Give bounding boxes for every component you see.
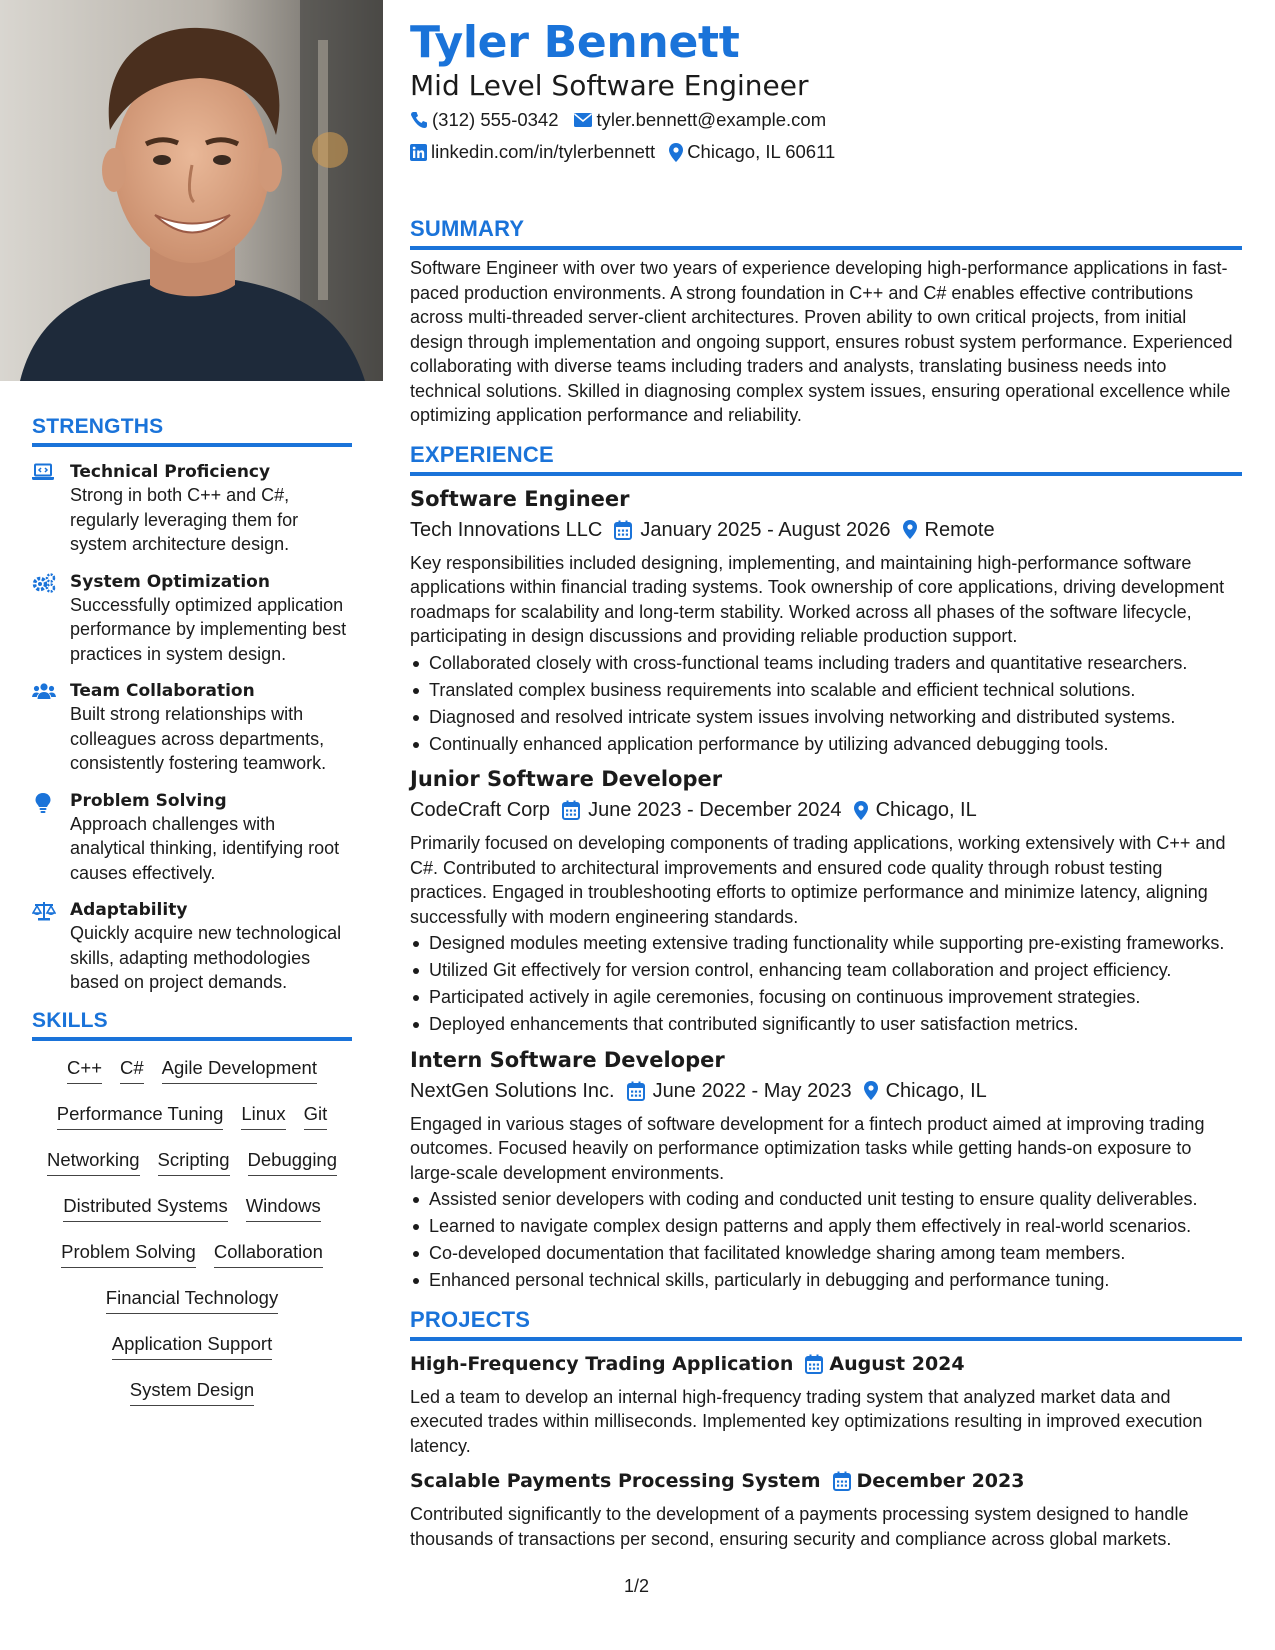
strength-item — [32, 461, 352, 557]
job-dates: January 2025 - August 2026 — [640, 518, 891, 541]
strength-title: Adaptability — [70, 900, 188, 920]
calendar-icon — [627, 1081, 645, 1101]
job-meta — [410, 1076, 1242, 1106]
contact-row-1 — [410, 104, 1242, 136]
linkedin-url: linkedin.com/in/tylerbennett — [431, 141, 656, 162]
strength-description: Successfully optimized application performance by implementing best practices in system design. — [70, 594, 347, 664]
laptop-code-icon — [32, 461, 70, 557]
company-name: NextGen Solutions Inc. — [410, 1079, 615, 1102]
project-entry — [410, 1466, 1242, 1551]
job-location: Chicago, IL — [875, 799, 977, 821]
job-entry — [410, 764, 1242, 1037]
skill-tag: C# — [120, 1055, 144, 1084]
contact-row-2 — [410, 136, 1242, 168]
map-marker-icon — [864, 1081, 878, 1100]
strength-title: System Optimization — [70, 571, 270, 592]
strength-title: Technical Proficiency — [70, 462, 271, 482]
skill-tag: Windows — [246, 1193, 321, 1222]
skill-tag: Performance Tuning — [57, 1101, 224, 1130]
left-column — [32, 415, 352, 1419]
skill-tag: Collaboration — [214, 1239, 323, 1268]
skill-tag: Application Support — [112, 1331, 272, 1360]
skill-tag: C++ — [67, 1055, 102, 1084]
bullet-item: Participated actively in agile ceremonies, focusing on continuous improvement strategies. — [410, 985, 1242, 1010]
job-meta — [410, 795, 1242, 825]
email-address: tyler.bennett@example.com — [596, 109, 827, 130]
phone-number: (312) 555-0342 — [432, 109, 559, 130]
strengths-list — [32, 461, 352, 995]
map-marker-icon — [903, 520, 917, 539]
strength-title: Problem Solving — [70, 790, 227, 811]
project-date: August 2024 — [829, 1352, 965, 1375]
job-description: Key responsibilities included designing, implementing, and maintaining high-performance software applications within financial trading systems. Took ownership of core applications, driving development roadmaps for scalability and long-term stability. Worked across all phases of the software lifecycle, participating in design discussions and providing reliable production support. — [410, 552, 1225, 646]
project-title: Scalable Payments Processing System — [410, 1470, 821, 1492]
candidate-name: Tyler Bennett — [410, 17, 740, 68]
strength-description: Strong in both C++ and C#, regularly leveraging them for system architecture design. — [70, 485, 299, 554]
map-marker-icon — [669, 143, 683, 162]
bullet-item: Assisted senior developers with coding and conducted unit testing to ensure quality deliverables. — [410, 1187, 1242, 1212]
job-description: Engaged in various stages of software development for a fintech product aimed at improving trading outcomes. Focused heavily on performance optimization tasks while getting hands-on exposure to large-scale development environments. — [410, 1113, 1205, 1183]
job-title: Software Engineer — [410, 486, 630, 511]
bullet-item: Continually enhanced application performance by utilizing advanced debugging tools. — [410, 732, 1242, 757]
calendar-icon — [562, 800, 580, 820]
lightbulb-icon — [32, 790, 70, 886]
project-header — [410, 1466, 1242, 1496]
summary-heading: SUMMARY — [410, 216, 1242, 250]
bullet-item: Utilized Git effectively for version control, enhancing team collaboration and project efficiency. — [410, 958, 1242, 983]
company-name: Tech Innovations LLC — [410, 518, 603, 541]
skill-tag: Distributed Systems — [63, 1193, 228, 1222]
job-title: Junior Software Developer — [410, 767, 723, 791]
bullet-item: Enhanced personal technical skills, particularly in debugging and performance tuning. — [410, 1268, 1242, 1293]
job-description: Primarily focused on developing components of trading applications, working extensively with C++ and C#. Contributed to architectural improvements and ensured code quality through robust testing practices. Engaged in troubleshooting efforts to optimize performance and minimize latency, aligning successfully with modern engineering standards. — [410, 833, 1226, 927]
strengths-heading: STRENGTHS — [32, 415, 352, 447]
users-icon — [32, 680, 70, 776]
job-title: Intern Software Developer — [410, 1047, 725, 1072]
balance-scale-icon — [32, 899, 70, 995]
strength-title: Team Collaboration — [70, 681, 255, 701]
company-name: CodeCraft Corp — [410, 799, 551, 821]
calendar-icon — [614, 520, 632, 540]
job-meta — [410, 515, 1242, 545]
linkedin-icon — [410, 144, 427, 161]
summary-text: Software Engineer with over two years of experience developing high-performance applications in fast-paced production environments. A strong foundation in C++ and C# enables effective contributions across multi-threaded server-client architectures. Proven ability to own critical projects, from initial design through implementation and ongoing support, ensures robust system performance. Experienced collaborating with diverse teams including traders and analysts, translating business needs into technical solutions. Skilled in diagnosing complex system issues, ensuring operational excellence while optimizing application performance and reliability. — [410, 258, 1233, 425]
map-marker-icon — [854, 801, 868, 820]
skill-tag: Agile Development — [162, 1055, 317, 1084]
project-title: High-Frequency Trading Application — [410, 1352, 794, 1375]
email-contact[interactable] — [573, 104, 827, 136]
skill-tag: Debugging — [248, 1147, 338, 1176]
strength-item — [32, 790, 352, 886]
job-dates: June 2022 - May 2023 — [652, 1079, 852, 1102]
skill-tag: System Design — [130, 1377, 254, 1406]
project-description: Led a team to develop an internal high-frequency trading system that analyzed market data and executed trades within milliseconds. Implemented key optimizations resulting in improved execution latency. — [410, 1386, 1203, 1456]
skill-tag: Scripting — [158, 1147, 230, 1176]
cogs-icon — [32, 571, 70, 667]
right-column — [410, 18, 1242, 1551]
page-number: 1/2 — [624, 1576, 650, 1596]
project-description: Contributed significantly to the development of a payments processing system designed to handle thousands of transactions per second, ensuring security and compliance across global markets. — [410, 1504, 1189, 1549]
bullet-item: Translated complex business requirements into scalable and efficient technical solutions. — [410, 678, 1242, 703]
project-header — [410, 1349, 1242, 1379]
calendar-icon — [833, 1471, 851, 1491]
bullet-item: Deployed enhancements that contributed significantly to user satisfaction metrics. — [410, 1012, 1242, 1037]
job-entry — [410, 1045, 1242, 1293]
strength-description: Approach challenges with analytical thinking, identifying root causes effectively. — [70, 813, 340, 883]
job-location: Remote — [924, 518, 995, 541]
candidate-role: Mid Level Software Engineer — [410, 69, 809, 102]
linkedin-contact[interactable] — [410, 136, 655, 168]
skills-heading: SKILLS — [32, 1009, 352, 1041]
skill-tag: Problem Solving — [61, 1239, 196, 1268]
job-dates: June 2023 - December 2024 — [588, 799, 842, 821]
job-bullets — [410, 1187, 1242, 1293]
skills-list — [32, 1051, 352, 1419]
experience-heading: EXPERIENCE — [410, 442, 1242, 476]
bullet-item: Diagnosed and resolved intricate system issues involving networking and distributed systems. — [410, 705, 1242, 730]
location-contact — [669, 136, 835, 168]
location-text: Chicago, IL 60611 — [687, 141, 836, 162]
project-entry — [410, 1349, 1242, 1459]
project-date: December 2023 — [856, 1470, 1025, 1492]
job-location: Chicago, IL — [885, 1079, 987, 1102]
strength-item — [32, 899, 352, 995]
skill-tag: Linux — [241, 1101, 285, 1130]
bullet-item: Designed modules meeting extensive trading functionality while supporting pre-existing frameworks. — [410, 931, 1242, 956]
bullet-item: Collaborated closely with cross-functional teams including traders and quantitative researchers. — [410, 651, 1242, 676]
bullet-item: Co-developed documentation that facilitated knowledge sharing among team members. — [410, 1241, 1242, 1266]
calendar-icon — [805, 1354, 823, 1374]
job-bullets — [410, 931, 1242, 1037]
strength-item — [32, 571, 352, 667]
phone-contact[interactable] — [410, 104, 559, 136]
phone-icon — [410, 111, 428, 129]
envelope-icon — [573, 112, 593, 128]
skill-tag: Networking — [47, 1147, 140, 1176]
strength-description: Quickly acquire new technological skills, adapting methodologies based on project demands. — [70, 923, 342, 992]
profile-photo — [0, 0, 383, 381]
job-bullets — [410, 651, 1242, 757]
projects-heading: PROJECTS — [410, 1307, 1242, 1341]
job-entry — [410, 484, 1242, 757]
strength-description: Built strong relationships with colleagues across departments, consistently fostering teamwork. — [70, 704, 327, 773]
strength-item — [32, 680, 352, 776]
skill-tag: Git — [304, 1101, 328, 1130]
skill-tag: Financial Technology — [106, 1285, 278, 1314]
bullet-item: Learned to navigate complex design patterns and apply them effectively in real-world scenarios. — [410, 1214, 1242, 1239]
